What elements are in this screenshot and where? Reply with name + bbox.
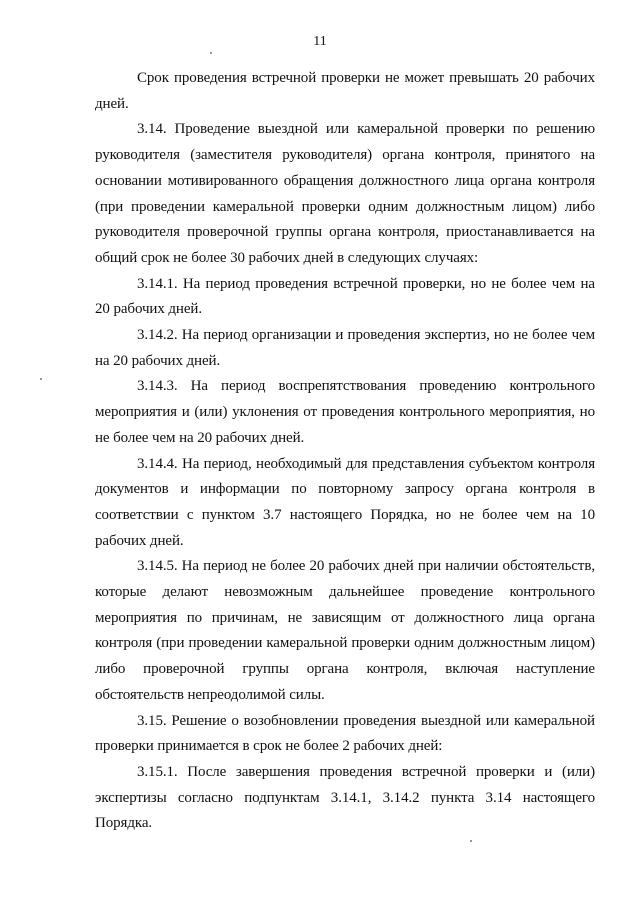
paragraph-3-15: 3.15. Решение о возобновлении проведения выездной или камеральной проверки принимается в срок не более 2 рабочих дней: [95, 712, 595, 755]
paragraph-3-14-4: 3.14.4. На период, необходимый для представления субъектом контроля документов и информации по повторному запросу органа контроля в соответствии с пунктом 3.7 настоящего Порядка, но не более чем на 10 рабочих дней. [95, 455, 595, 549]
paragraph-deadline: Срок проведения встречной проверки не может превышать 20 рабочих дней. [95, 70, 595, 112]
page-number: 11 [313, 34, 327, 49]
paragraph-3-15-1: 3.15.1. После завершения проведения встречной проверки и (или) экспертизы согласно подпунктам 3.14.1, 3.14.2 пункта 3.14 настоящего Порядка. [95, 763, 595, 832]
document-body [95, 66, 595, 837]
scan-speck [470, 840, 472, 842]
scan-speck [210, 52, 212, 54]
paragraph-3-14-1: 3.14.1. На период проведения встречной проверки, но не более чем на 20 рабочих дней. [95, 275, 595, 318]
paragraph-3-14-5: 3.14.5. На период не более 20 рабочих дней при наличии обстоятельств, которые делают невозможным дальнейшее проведение контрольного мероприятия по причинам, не зависящим от должностного лица органа контроля (при проведении камеральной проверки одним должностным лицом) либо проверочной группы органа контроля, включая наступление обстоятельств непреодолимой силы. [95, 558, 595, 703]
paragraph-3-14: 3.14. Проведение выездной или камеральной проверки по решению руководителя (заместителя руководителя) органа контроля, принятого на основании мотивированного обращения должностного лица органа контроля (при проведении камеральной проверки одним должностным лицом) либо руководителя проверочной группы органа контроля, приостанавливается на общий срок не более 30 рабочих дней в следующих случаях: [95, 121, 595, 266]
paragraph-3-14-2: 3.14.2. На период организации и проведения экспертиз, но не более чем на 20 рабочих дней. [95, 327, 595, 369]
paragraph-3-14-3: 3.14.3. На период воспрепятствования проведению контрольного мероприятия и (или) уклонения от проведения контрольного мероприятия, но не более чем на 20 рабочих дней. [95, 378, 595, 446]
scan-speck [40, 378, 42, 380]
